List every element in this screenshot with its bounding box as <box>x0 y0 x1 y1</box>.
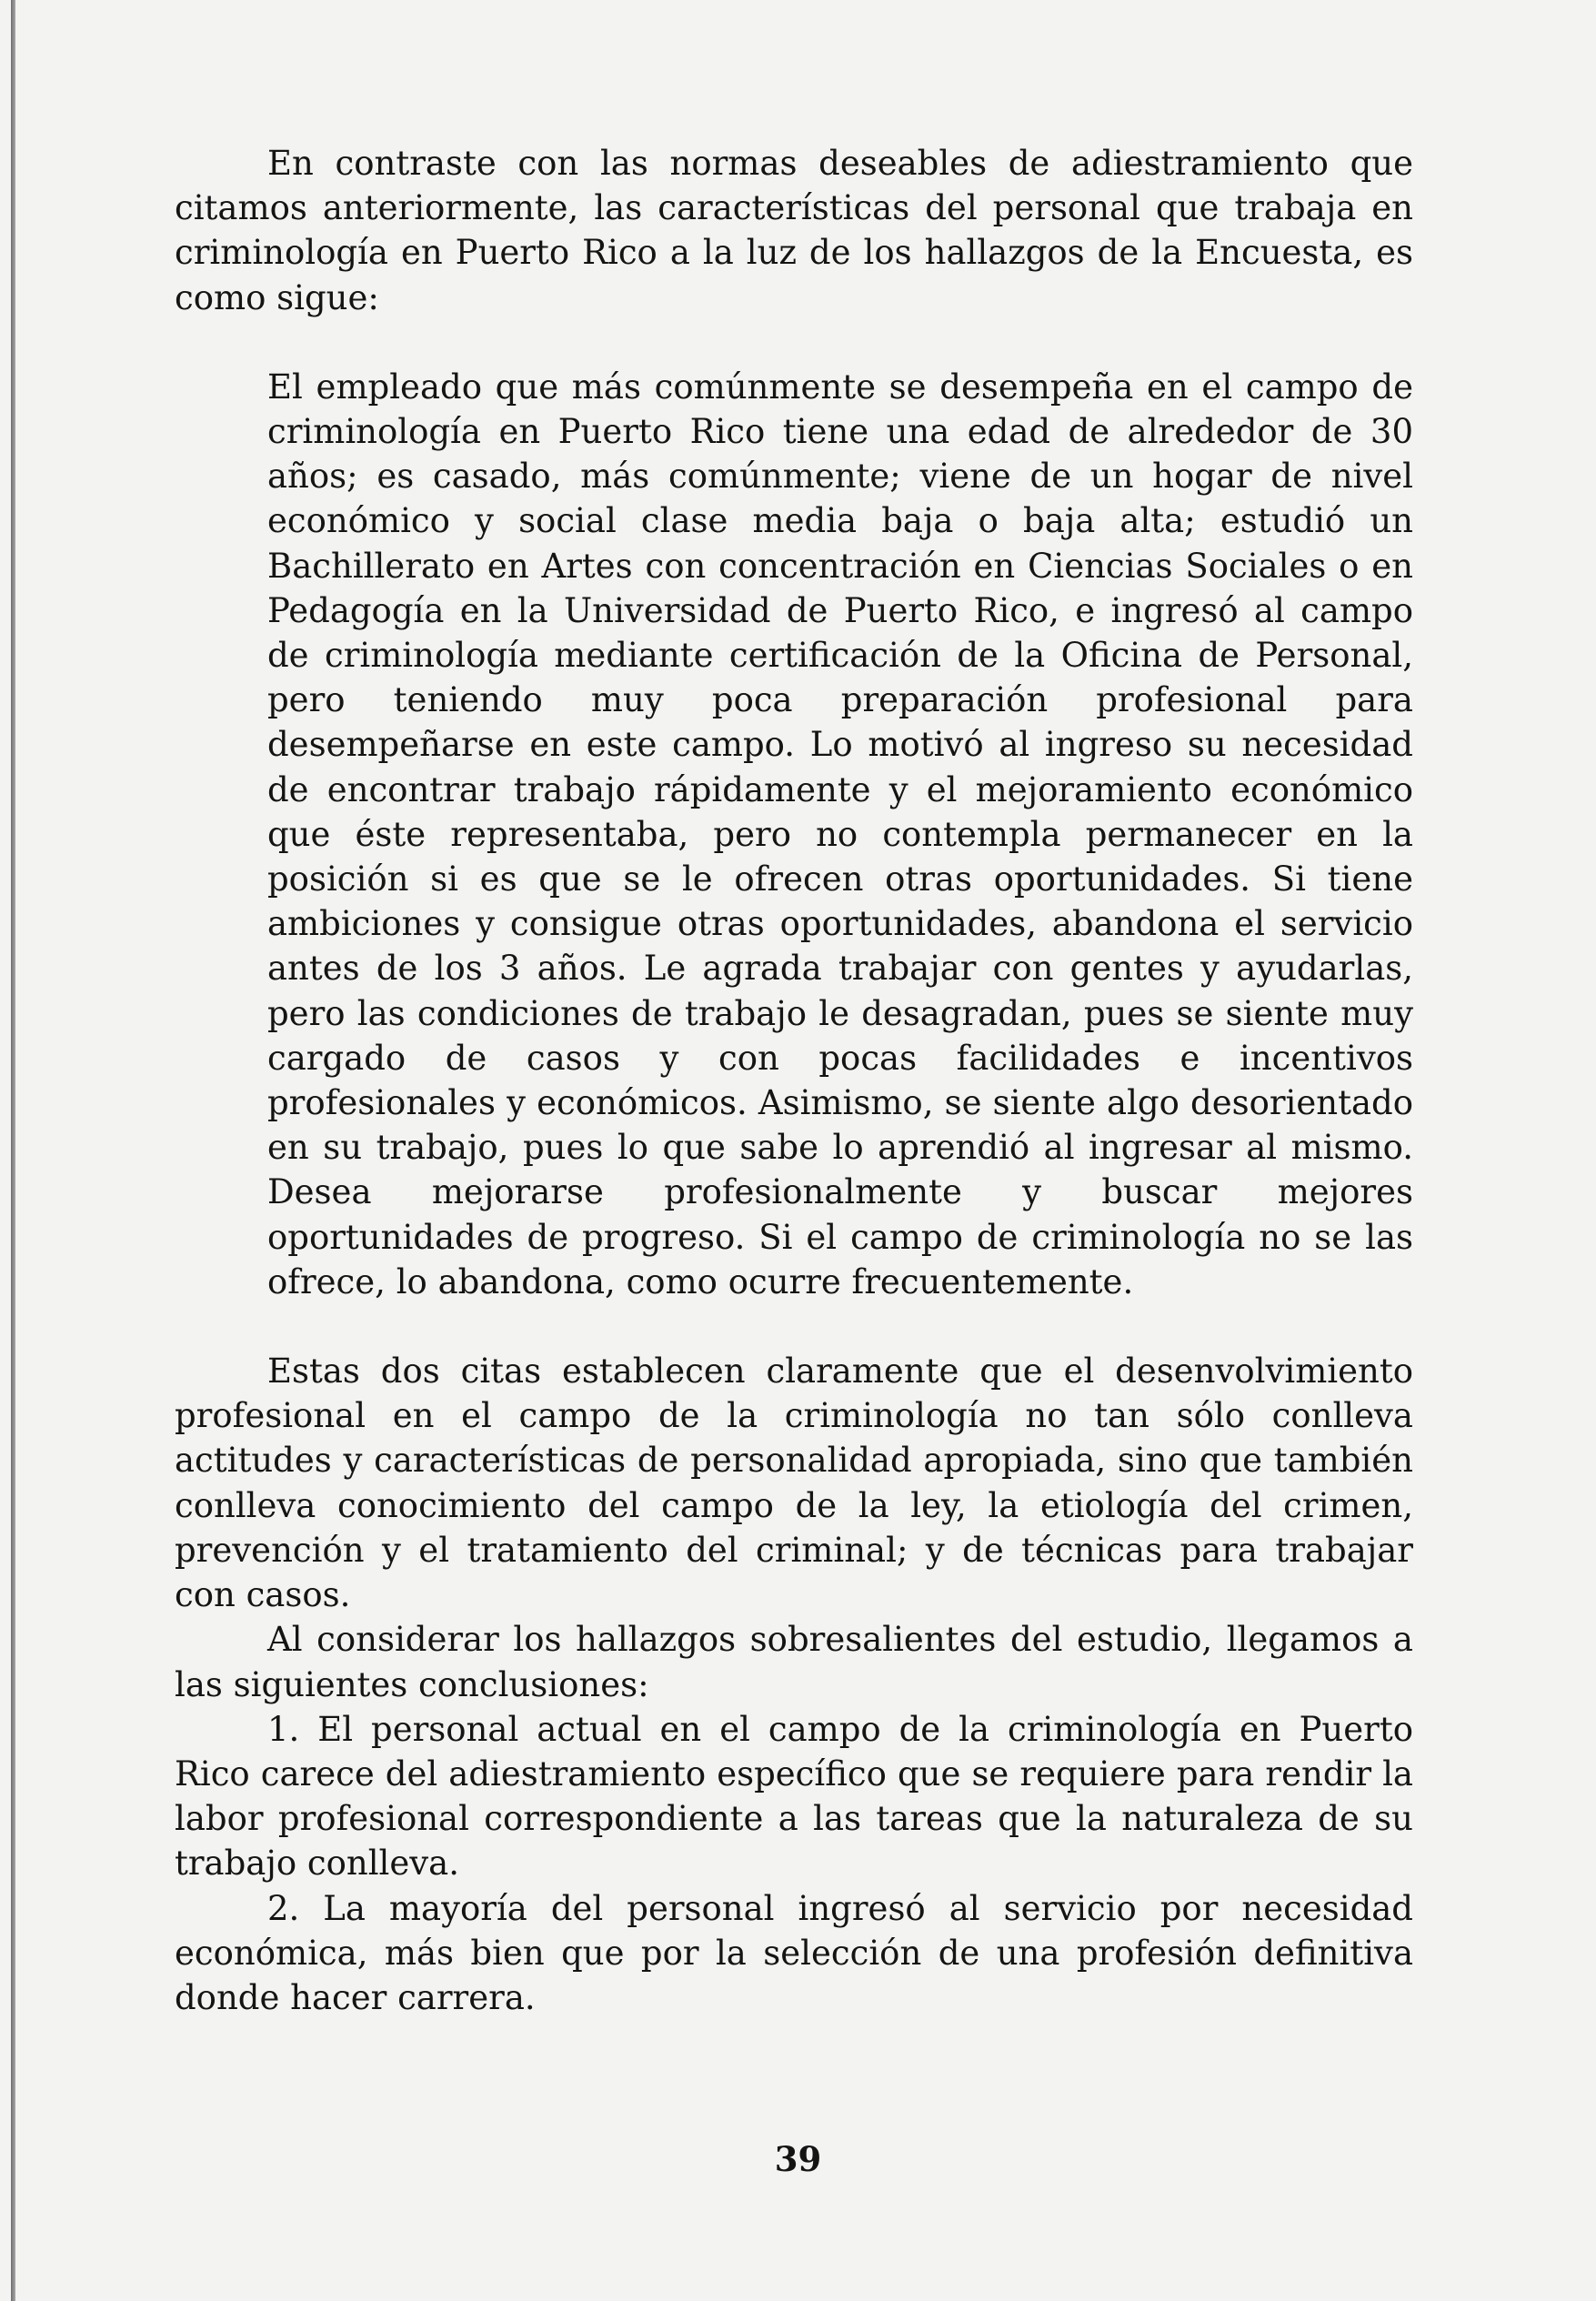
page-number: 39 <box>774 2139 822 2179</box>
conclusion-item-2: 2. La mayoría del personal ingresó al servicio por necesidad económica, más bien que por la selección de una profesión definitiva donde hacer carrera. <box>175 1888 1413 2017</box>
intro-paragraph: En contraste con las normas deseables de adiestramiento que citamos anteriormente, las características del personal que trabaja en criminología en Puerto Rico a la luz de los hallazgos de la Encuesta, es como sigue: <box>175 144 1413 317</box>
page-body <box>175 141 1413 2020</box>
conclusion-item-1: 1. El personal actual en el campo de la criminología en Puerto Rico carece del adiestramiento específico que se requiere para rendir la labor profesional correspondiente a las tareas que la naturaleza de su trabajo conlleva. <box>175 1709 1413 1884</box>
block-quote: El empleado que más comúnmente se desempeña en el campo de criminología en Puerto Rico tiene una edad de alrededor de 30 años; es casado, más comúnmente; viene de un hogar de nivel económico y social clase media baja o baja alta; estudió un Bachillerato en Artes con concentración en Ciencias Sociales o en Pedagogía en la Universidad de Puerto Rico, e ingresó al campo de criminología mediante certificación de la Oficina de Personal, pero teniendo muy poca preparación profesional para desempeñarse en este campo. Lo motivó al ingreso su necesidad de encontrar trabajo rápidamente y el mejoramiento económico que éste representaba, pero no contempla permanecer en la posición si es que se le ofrecen otras oportunidades. Si tiene ambiciones y consigue otras oportunidades, abandona el servicio antes de los 3 años. Le agrada trabajar con gentes y ayudarlas, pero las condiciones de trabajo le desagradan, pues se siente muy cargado de casos y con pocas facilidades e incentivos profesionales y económicos. Asimismo, se siente algo desorientado en su trabajo, pues lo que sabe lo aprendió al ingresar al mismo. Desea mejorarse profesionalmente y buscar mejores oportunidades de progreso. Si el campo de criminología no se las ofrece, lo abandona, como ocurre frecuentemente. <box>267 367 1413 1301</box>
page-edge-shadow <box>11 0 15 2301</box>
conclusiones-paragraph: Al considerar los hallazgos sobresalientes del estudio, llegamos a las siguientes conclusiones: <box>175 1620 1413 1704</box>
citas-paragraph: Estas dos citas establecen claramente que el desenvolvimiento profesional en el campo de la criminología no tan sólo conlleva actitudes y características de personalidad apropiada, sino que también conlleva conocimiento del campo de la ley, la etiología del crimen, prevención y el tratamiento del criminal; y de técnicas para trabajar con casos. <box>175 1351 1413 1615</box>
